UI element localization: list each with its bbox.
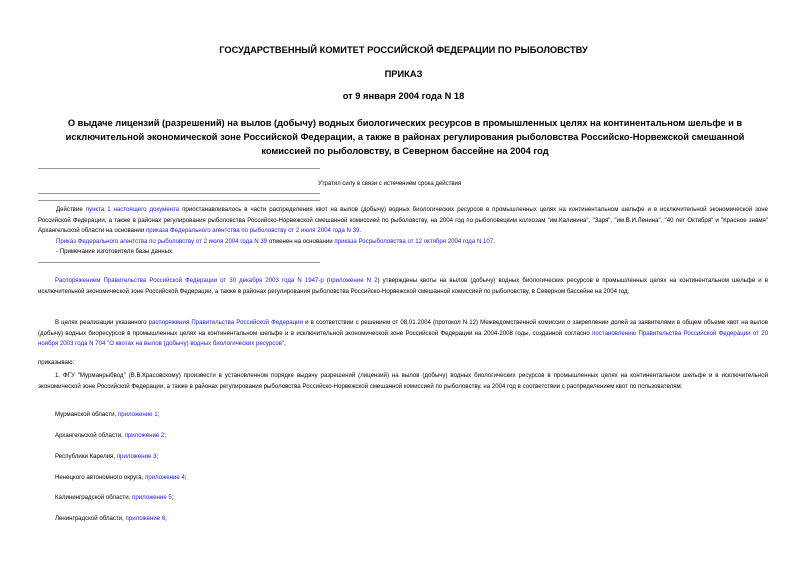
list-item: [55, 411, 159, 418]
list-item: [55, 494, 174, 501]
item-label: Ненецкого автономного округа,: [55, 474, 146, 481]
item-end: ;: [157, 411, 160, 418]
link-appendix[interactable]: приложение 5: [132, 494, 172, 501]
editor-note-text: Действие: [56, 206, 86, 213]
link-order-39-cancel[interactable]: Приказ Федерального агентства по рыболовству от 2 июля 2004 года N 39: [56, 238, 268, 245]
editor-note-para-3: - Примечание изготовителя базы данных.: [56, 248, 174, 255]
separator: [38, 200, 320, 201]
link-order-107[interactable]: приказа Росрыболовства от 12 октября 2004 года N 107: [334, 238, 494, 245]
link-government-decree[interactable]: распоряжения Правительства Российской Федерации: [148, 319, 303, 326]
editor-note-text: приостанавливалось в части распределения квот на вылов (добычу) водных биологических ресурсов в промышленных целях на континентальном шельфе и в исключительной экономической зоне Российской Федерации, а также в районах регулирования рыболовства Российско-Норвежской смешанной комиссией по рыболовству, на 2004 год по рыболовецким колхозам "им.Калинина", "Заря", "им.В.И.Ленина", "40 лет Октября" и "Красное знамя" Архангельской области на основании: [38, 206, 768, 234]
item-label: Калининградской области,: [55, 494, 133, 501]
item-end: ;: [171, 494, 174, 501]
body-para-1: [38, 276, 768, 297]
item-end: ;: [165, 515, 167, 522]
link-decree-1947[interactable]: Распоряжением Правительства Российской Федерации от 30 декабря 2003 года N 1947-р: [55, 277, 324, 284]
list-item: [55, 432, 166, 439]
editor-note-text: .: [493, 238, 495, 245]
item-label: Ленинградской области,: [55, 515, 126, 522]
status-note: Утратил силу в связи с истечением срока действия: [318, 181, 462, 187]
editor-note-text: отменен на основании: [267, 238, 335, 245]
doc-type: ПРИКАЗ: [384, 69, 423, 79]
body-para-3: 1. ФГУ "Мурманрыбвод" (В.В.Красовскому) произвести в установленном порядке выдачу разрешений (лицензий) на вылов (добычу) водных биологических ресурсов в промышленных целях на континентальном шельфе и в исключительной экономической зоне Российской Федерации, а также в районах регулирования рыболовства Российско-Норвежской смешанной комиссией по рыболовству, на 2004 год в соответствии с распределением квот по пользователям:: [38, 372, 768, 390]
body-text: ) утверждены квоты на вылов (добычу) водных биологических ресурсов в промышленных целях на континентальном шельфе и в исключительной экономической зоне Российской Федерации, а также в районах регулирования рыболовства Российско-Норвежской смешанной комиссией по рыболовству, в Северном бассейне на 2004 год.: [38, 277, 768, 295]
separator: [38, 262, 320, 263]
link-appendix-2[interactable]: приложение N 2: [328, 277, 378, 284]
link-order-39[interactable]: приказа Федерального агентства по рыболовству от 2 июля 2004 года N 39: [145, 227, 360, 234]
link-appendix[interactable]: приложение 3: [116, 453, 157, 460]
link-appendix[interactable]: приложение 2: [124, 432, 165, 439]
editor-note-text: .: [359, 227, 362, 234]
list-item: [55, 474, 187, 481]
doc-title: О выдаче лицензий (разрешений) на вылов (добычу) водных биологических ресурсов в промышленных целях на континентальном шельфе и в исключительной экономической зоне Российской Федерации, а также в районах регулирования рыболовства Российско-Норвежской смешанной комиссией по рыболовству, в Северном бассейне на 2004 год: [65, 118, 745, 156]
item-label: Архангельской области,: [55, 432, 125, 439]
body-text: и в соответствии с решением от 08.01.2004 (протокол N 12) Межведомственной комиссии о закреплении долей за заявителями в общем объеме квот на вылов (добычу) водных биоресурсов в промышленных целях на континентальном шельфе и в исключительной экономической зоне Российской Федерации на 2004-2008 годы, созданной согласно: [38, 319, 768, 337]
item-label: Республики Карелия,: [55, 453, 117, 460]
item-label: Мурманской области,: [55, 411, 118, 418]
list-item: [55, 515, 167, 522]
org-name: ГОСУДАРСТВЕННЫЙ КОМИТЕТ РОССИЙСКОЙ ФЕДЕРАЦИИ ПО РЫБОЛОВСТВУ: [219, 45, 588, 55]
list-item: [55, 453, 158, 460]
item-end: ;: [184, 474, 187, 481]
body-para-2: [38, 318, 768, 350]
link-appendix[interactable]: приложение 4: [145, 474, 185, 481]
link-clause-1[interactable]: пункта 1 настоящего документа: [85, 206, 180, 213]
link-resolution-704[interactable]: постановлению Правительства Российской Федерации от 20 ноября 2003 года N 704 "О квотах на вылов (добычу) водных биологических ресурсов": [38, 329, 768, 347]
link-appendix[interactable]: приложение 1: [117, 411, 158, 418]
separator: [38, 193, 320, 194]
orders-label: приказываю:: [38, 359, 75, 366]
body-text: ,: [284, 340, 286, 347]
body-text: В целях реализации указанного: [55, 319, 149, 326]
editor-note-para-1: [38, 205, 768, 237]
body-text: (: [323, 277, 329, 284]
doc-date: от 9 января 2004 года N 18: [342, 91, 465, 101]
separator: [38, 168, 320, 169]
item-end: ;: [164, 432, 167, 439]
item-end: ;: [156, 453, 159, 460]
link-appendix[interactable]: приложение 6: [125, 515, 166, 522]
editor-note-para-2: [56, 237, 768, 248]
